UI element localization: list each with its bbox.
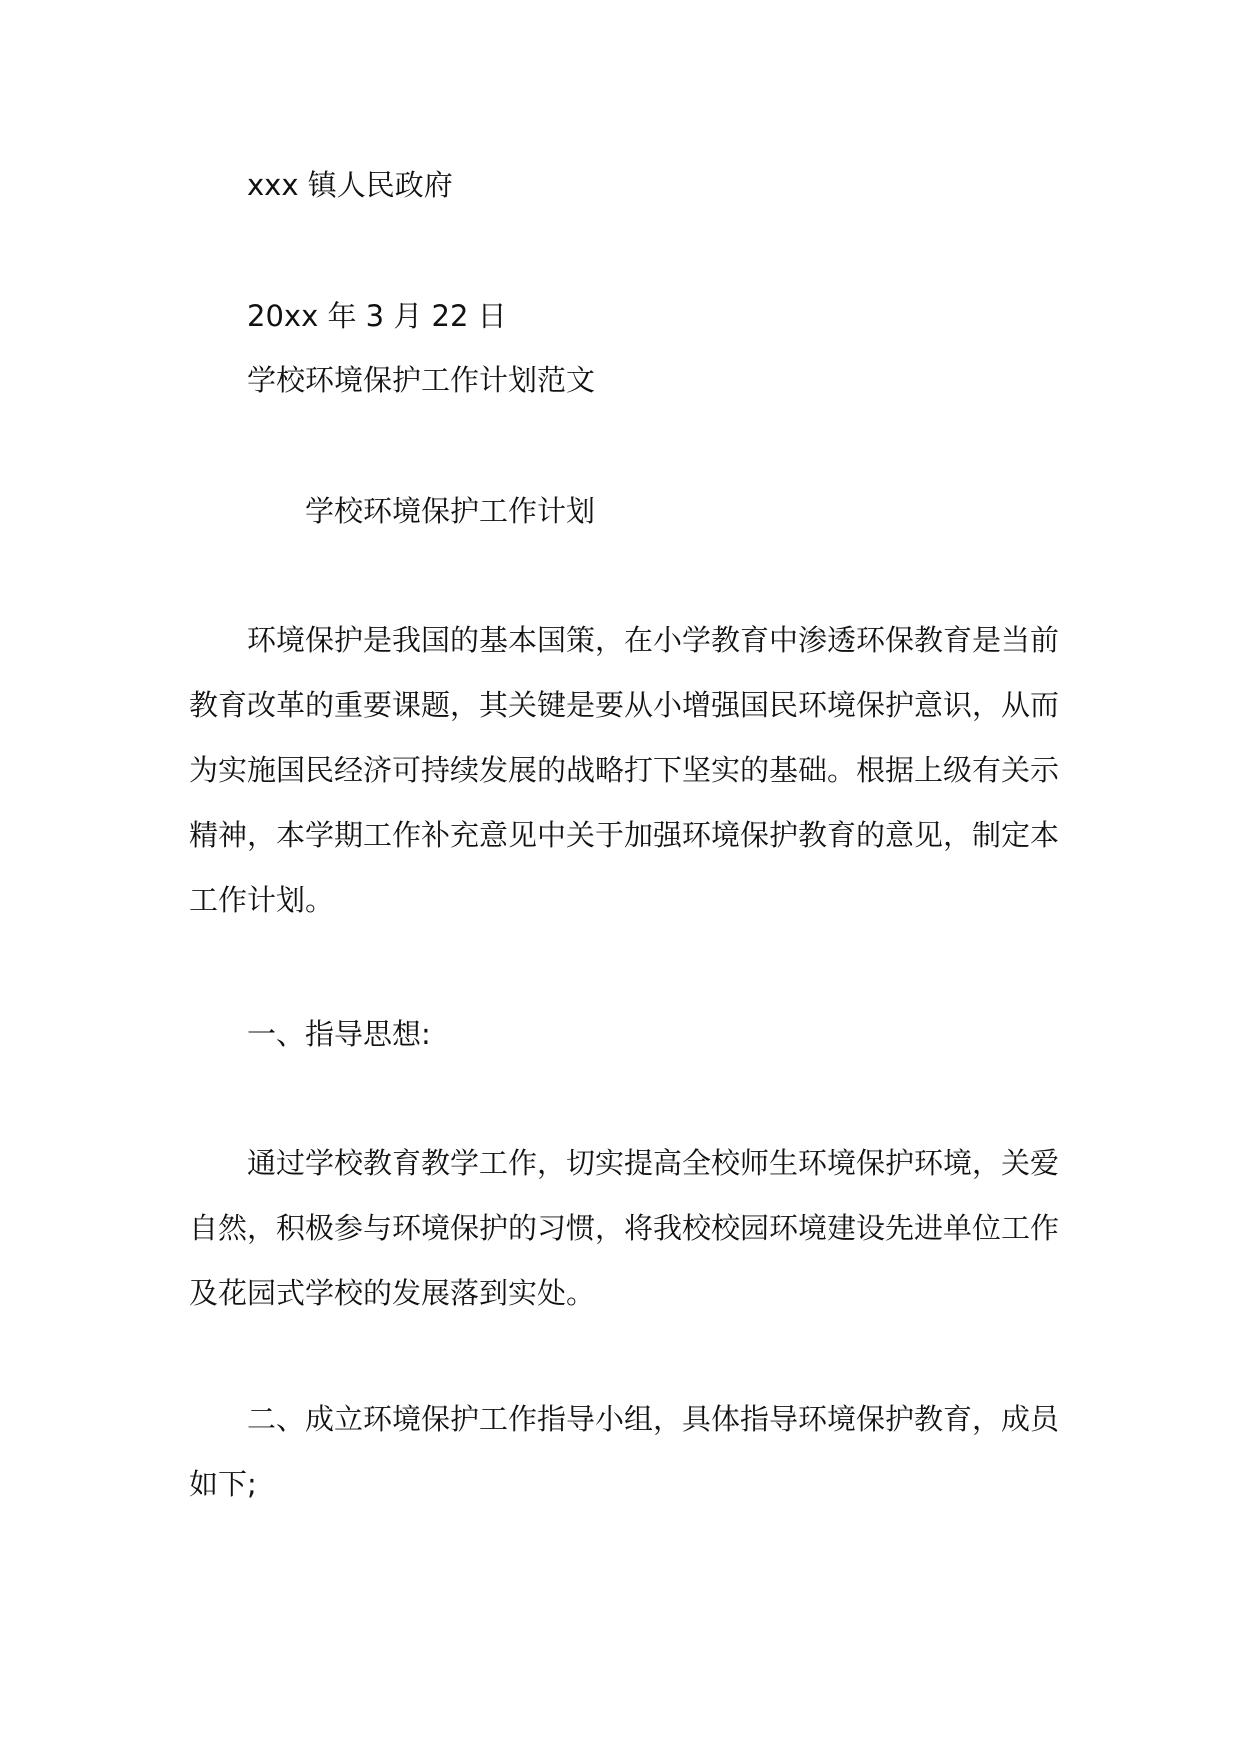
section-1-paragraph: 通过学校教育教学工作，切实提高全校师生环境保护环境，关爱自然，积极参与环境保护的习惯，将我校校园环境建设先进单位工作及花园式学校的发展落到实处。 (189, 1146, 1060, 1310)
section-2-paragraph: 二、成立环境保护工作指导小组，具体指导环境保护教育，成员如下; (189, 1402, 1060, 1501)
plan-title: 学校环境保护工作计划 (305, 494, 596, 528)
issue-date: 20xx 年 3 月 22 日 (247, 299, 507, 333)
document-title: 学校环境保护工作计划范文 (247, 363, 596, 397)
intro-paragraph: 环境保护是我国的基本国策，在小学教育中渗透环保教育是当前教育改革的重要课题，其关键是要从小增强国民环境保护意识，从而为实施国民经济可持续发展的战略打下坚实的基础。根据上级有关示精神，本学期工作补充意见中关于加强环境保护教育的意见，制定本工作计划。 (189, 623, 1060, 917)
issuer-name: xxx 镇人民政府 (247, 168, 453, 202)
section-1-heading: 一、指导思想: (247, 1017, 431, 1051)
